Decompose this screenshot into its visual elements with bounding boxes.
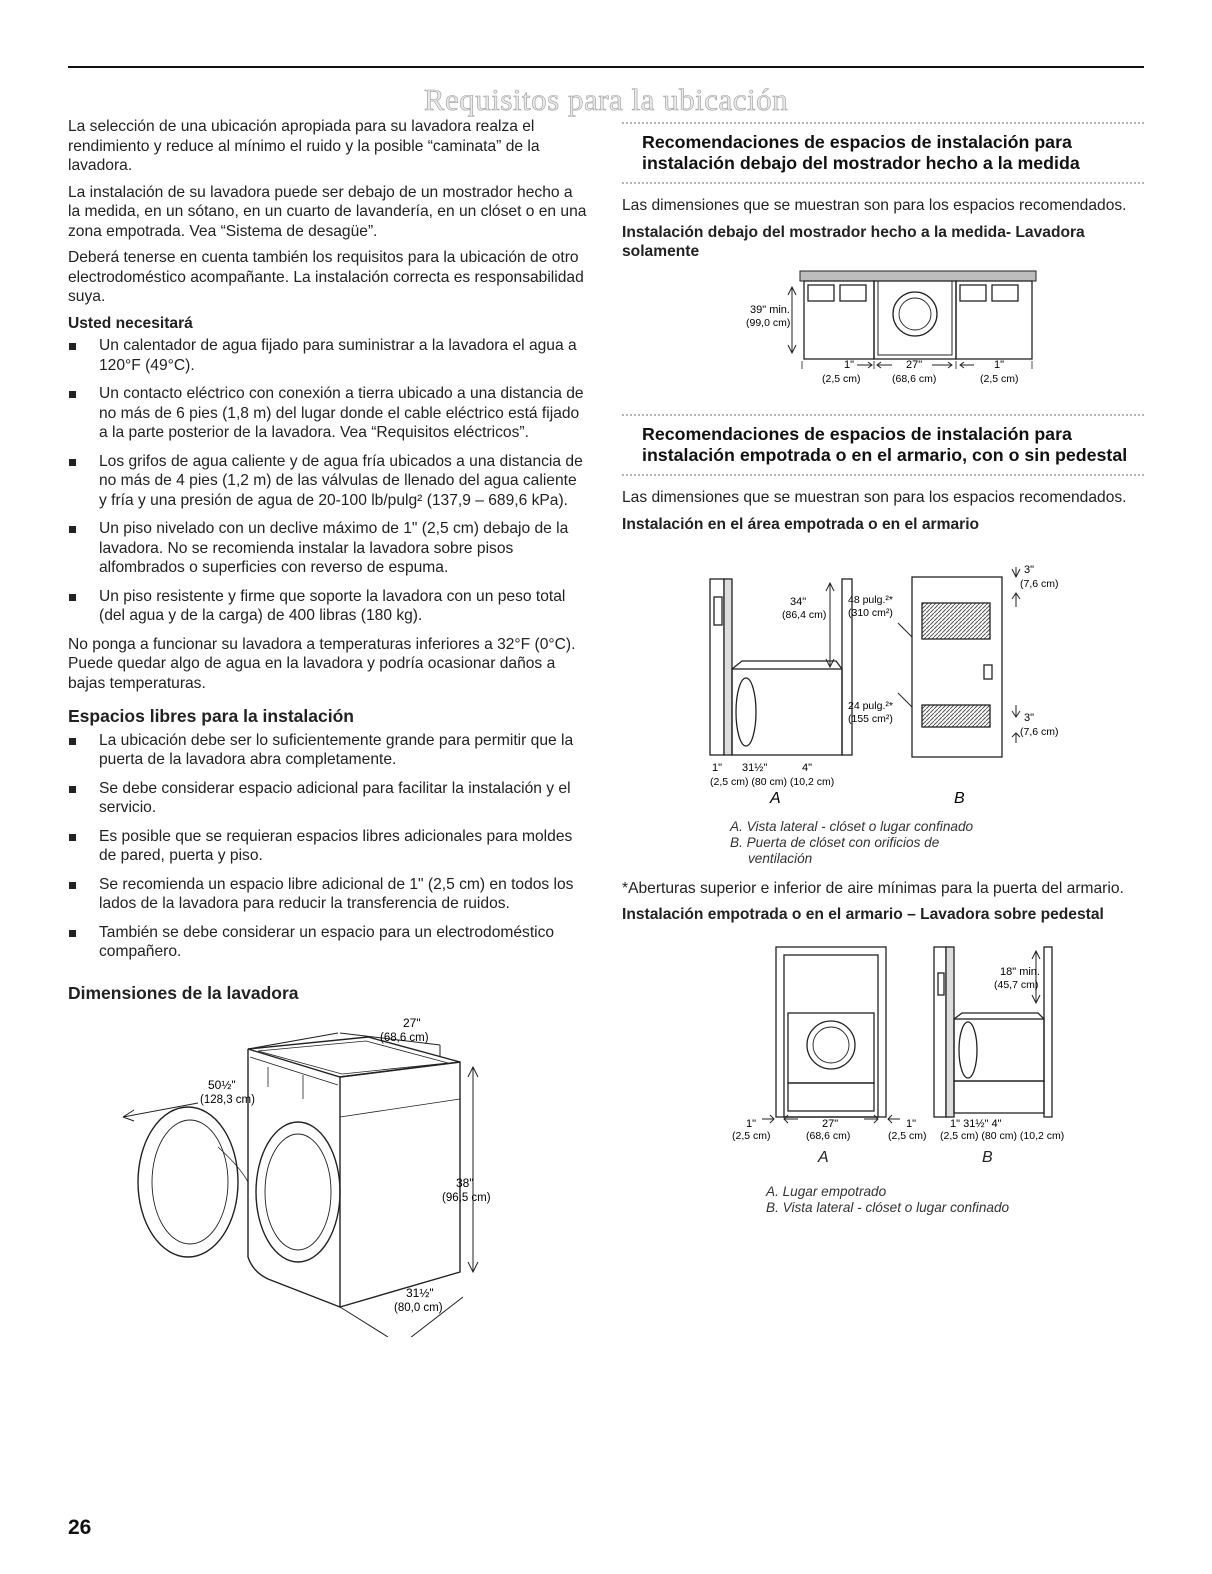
top-clearance-cm: (45,7 cm): [994, 978, 1039, 991]
undercounter-figure: [622, 265, 1144, 411]
left-gap-in: 1": [844, 358, 855, 371]
figure-caption: [766, 1184, 1144, 1216]
intro-paragraph: La instalación de su lavadora puede ser debajo de un mostrador hecho a la medida, en un sótano, en un cuarto de lavandería, en un clóset o en una zona empotrada. Vea “Sistema de desagüe”.: [68, 183, 587, 240]
list-item: Un piso nivelado con un declive máximo de 1" (2,5 cm) debajo de la lavadora. No se recomienda instalar la lavadora sobre pisos alfombrados o superficies con reverso de espuma.: [68, 519, 588, 578]
top-vent-label: 48 pulg.²*: [848, 594, 893, 606]
footnote: *Aberturas superior e inferior de aire mínimas para la puerta del armario.: [622, 879, 1124, 897]
needs-heading: Usted necesitará: [68, 314, 193, 332]
top-rule: [68, 66, 1144, 68]
width-cm-label: (68,6 cm): [380, 1032, 429, 1044]
page-number: 26: [68, 1516, 92, 1539]
section-text: Las dimensiones que se muestran son para los espacios recomendados.: [622, 489, 1127, 506]
clearance-list: [68, 731, 588, 962]
height-cm-label: (96,5 cm): [442, 1192, 491, 1204]
bottom-gap-cm: (7,6 cm): [1020, 726, 1059, 738]
bottom-gap-in: 3": [1024, 712, 1035, 724]
height-cm: (86,4 cm): [782, 609, 827, 621]
temperature-warning: No ponga a funcionar su lavadora a temperaturas inferiores a 32°F (0°C). Puede quedar algo de agua en la lavadora y podría ocasionar daños a bajas temperaturas.: [68, 635, 576, 692]
depth-gap-1: 1": [712, 762, 723, 774]
recessed-closet-drawing: [622, 537, 1142, 807]
caption-line: A. Lugar empotrado: [766, 1184, 887, 1199]
right-gap-in: 1": [906, 1117, 917, 1130]
width-in: 27": [906, 358, 923, 371]
pedestal-figure: [622, 943, 1144, 1171]
dimensions-heading: Dimensiones de la lavadora: [68, 982, 299, 1003]
left-gap-cm: (2,5 cm): [732, 1129, 771, 1142]
width-in: 27": [822, 1117, 839, 1130]
caption-line: ventilación: [748, 850, 813, 866]
needs-list: [68, 336, 588, 626]
right-gap-cm: (2,5 cm): [980, 372, 1019, 385]
figure-caption: [730, 819, 1144, 867]
label-b: B: [982, 1149, 993, 1166]
right-gap-cm: (2,5 cm): [888, 1129, 927, 1142]
list-item: Un calentador de agua fijado para suministrar a la lavadora el agua a 120°F (49°C).: [68, 336, 588, 375]
intro-paragraph: La selección de una ubicación apropiada para su lavadora realza el rendimiento y reduce al mínimo el ruido y la posible “caminata” de la lavadora.: [68, 118, 540, 174]
bottom-vent-cm: (155 cm²): [848, 713, 893, 725]
caption-line: B. Puerta de clóset con orificios de: [730, 834, 940, 850]
depth-cm-label: (80,0 cm): [394, 1302, 443, 1314]
side-gaps-in: 1" 31½" 4": [950, 1117, 1002, 1130]
page-title: Requisitos para la ubicación: [423, 82, 789, 117]
recessed-closet-figure: [622, 537, 1144, 813]
height-in-label: 38": [456, 1176, 474, 1190]
top-gap-cm: (7,6 cm): [1020, 578, 1059, 590]
height-in-label: 39" min.: [750, 303, 790, 316]
list-item: Un piso resistente y firme que soporte la lavadora con un peso total (del agua y de la carga) de 400 libras (180 kg).: [68, 587, 588, 626]
pedestal-drawing: [622, 943, 1142, 1143]
side-gaps-cm: (2,5 cm) (80 cm) (10,2 cm): [940, 1129, 1065, 1142]
width-in-label: 27": [403, 1016, 421, 1030]
figure-labels: [622, 1148, 1144, 1170]
height-in: 34": [790, 596, 807, 608]
right-column: [622, 117, 1144, 1216]
label-a: A: [818, 1149, 829, 1166]
washer-dimensions-figure: [68, 1007, 588, 1343]
caption-line: A. Vista lateral - clóset o lugar confinado: [730, 818, 974, 834]
subsection-heading: Instalación debajo del mostrador hecho a la medida- Lavadora solamente: [622, 223, 1085, 260]
section-band-recessed: Recomendaciones de espacios de instalación para instalación empotrada o en el armario, con o sin pedestal: [622, 414, 1144, 476]
top-clearance-in: 18" min.: [1000, 965, 1040, 978]
clearance-heading: Espacios libres para la instalación: [68, 706, 354, 726]
list-item: Se recomienda un espacio libre adicional de 1" (2,5 cm) en todos los lados de la lavadora para reducir la transferencia de ruidos.: [68, 875, 588, 914]
depth-in-label: 31½": [406, 1286, 434, 1300]
list-item: Es posible que se requieran espacios libres adicionales para moldes de pared, puerta y piso.: [68, 827, 588, 866]
top-vent-cm: (310 cm²): [848, 607, 893, 619]
section-band-undercounter: Recomendaciones de espacios de instalación para instalación debajo del mostrador hecho a la medida: [622, 122, 1144, 184]
list-item: Se debe considerar espacio adicional para facilitar la instalación y el servicio.: [68, 779, 588, 818]
width-cm: (68,6 cm): [806, 1129, 851, 1142]
top-gap-in: 3": [1024, 564, 1035, 576]
diag-in-label: 50½": [208, 1078, 236, 1092]
list-item: Los grifos de agua caliente y de agua fría ubicados a una distancia de no más de 4 pies (1,2 m) de las válvulas de llenado del agua caliente y fría y una presión de agua de 20-100 lb/pulg² (137,9 – 689,6 kPa).: [68, 452, 588, 511]
list-item: La ubicación debe ser lo suficientemente grande para permitir que la puerta de la lavadora abra completamente.: [68, 731, 588, 770]
label-a: A: [770, 790, 781, 807]
width-cm: (68,6 cm): [892, 372, 937, 385]
section-text: Las dimensiones que se muestran son para los espacios recomendados.: [622, 197, 1127, 214]
subsection-heading: Instalación en el área empotrada o en el armario: [622, 515, 980, 533]
right-gap-in: 1": [994, 358, 1005, 371]
list-item: Un contacto eléctrico con conexión a tierra ubicado a una distancia de no más de 6 pies (1,8 m) del lugar donde el cable eléctrico está fijado a la parte posterior de la lavadora. Vea “Requisitos eléctricos”.: [68, 384, 588, 443]
left-gap-in: 1": [746, 1117, 757, 1130]
undercounter-drawing: [622, 265, 1142, 405]
diag-cm-label: (128,3 cm): [200, 1094, 255, 1106]
left-column: [68, 117, 588, 1343]
bottom-vent-label: 24 pulg.²*: [848, 700, 893, 712]
depth-gap-3: 4": [802, 762, 813, 774]
washer-isometric-drawing: [68, 1007, 498, 1337]
subsection-heading: Instalación empotrada o en el armario – Lavadora sobre pedestal: [622, 906, 1104, 923]
caption-line: B. Vista lateral - clóset o lugar confinado: [766, 1200, 1010, 1215]
height-cm-label: (99,0 cm): [746, 316, 791, 329]
label-b: B: [954, 790, 965, 807]
list-item: También se debe considerar un espacio para un electrodoméstico compañero.: [68, 923, 588, 962]
depth-gap-2: 31½": [742, 762, 768, 774]
left-gap-cm: (2,5 cm): [822, 372, 861, 385]
depth-gaps-cm: (2,5 cm) (80 cm) (10,2 cm): [710, 776, 835, 788]
intro-paragraph: Deberá tenerse en cuenta también los requisitos para la ubicación de otro electrodoméstico acompañante. La instalación correcta es responsabilidad suya.: [68, 249, 584, 305]
